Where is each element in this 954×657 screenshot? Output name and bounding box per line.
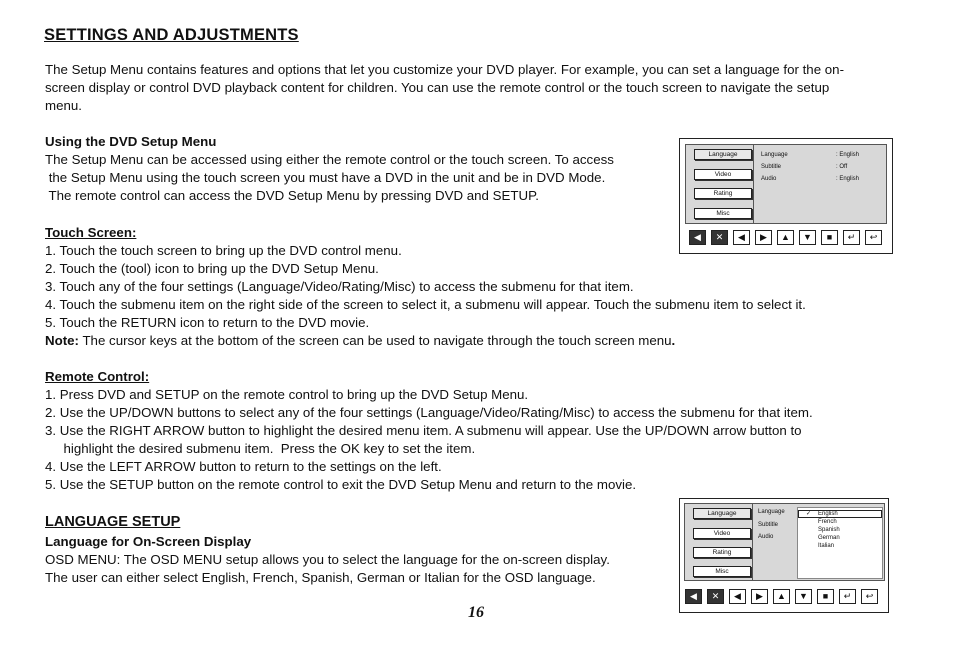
language-line: The user can either select English, French, Spanish, German or Italian for the OSD language. [45,570,596,585]
using-line: The remote control can access the DVD Setup Menu by pressing DVD and SETUP. [45,188,539,203]
using-section [45,133,614,205]
remote-item: 4. Use the LEFT ARROW button to return to the settings on the left. [45,459,442,474]
menu-misc-button[interactable]: Misc [694,208,752,219]
right-arrow-icon[interactable]: ▶ [751,589,768,604]
enter-icon[interactable]: ↵ [839,589,856,604]
language-subheading: Language for On-Screen Display [45,534,252,549]
intro-line: The Setup Menu contains features and options that let you customize your DVD player. For example, you can set a language for the on- [45,62,845,77]
using-line: the Setup Menu using the touch screen you must have a DVD in the unit and be in DVD Mode. [45,170,606,185]
down-arrow-icon[interactable]: ▼ [799,230,816,245]
touch-item: 5. Touch the RETURN icon to return to the DVD movie. [45,315,370,330]
dvd-setup-screen [679,138,893,254]
page-number: 16 [468,604,484,621]
stop-icon[interactable]: ■ [817,589,834,604]
check-icon: ✓ [806,511,812,517]
touch-note [45,332,806,350]
note-end: . [671,333,676,348]
menu-divider [753,145,754,223]
enter-icon[interactable]: ↵ [843,230,860,245]
row-value: : Off [836,164,848,170]
language-options-list [797,507,883,579]
menu-rating-button[interactable]: Rating [693,547,751,558]
intro-paragraph [45,61,844,115]
remote-item: 1. Press DVD and SETUP on the remote control to bring up the DVD Setup Menu. [45,387,529,402]
row-label[interactable]: Language [758,509,785,515]
menu-language-button[interactable]: Language [694,149,752,160]
down-arrow-icon[interactable]: ▼ [795,589,812,604]
remote-item: 3. Use the RIGHT ARROW button to highlight the desired menu item. A submenu will appear. Use the UP/DOWN arrow button to [45,423,802,438]
left-arrow-icon[interactable]: ◀ [729,589,746,604]
touch-item: 4. Touch the submenu item on the right side of the screen to select it, a submenu will appear. Touch the submenu item to select it. [45,297,806,312]
intro-line: screen display or control DVD playback content for children. You can use the remote control or the touch screen to navigate the setup [45,80,830,95]
note-text: The cursor keys at the bottom of the screen can be used to navigate through the touch screen menu [78,333,672,348]
row-label[interactable]: Subtitle [758,522,779,528]
language-setup-screen [679,498,889,613]
remote-heading: Remote Control: [45,369,150,384]
speaker-icon[interactable]: ◀ [685,589,702,604]
row-label[interactable]: Language [761,152,788,158]
left-arrow-icon[interactable]: ◀ [733,230,750,245]
remote-section [45,368,813,494]
using-heading: Using the DVD Setup Menu [45,134,217,149]
return-icon[interactable]: ↩ [865,230,882,245]
language-line: OSD MENU: The OSD MENU setup allows you to select the language for the on-screen display. [45,552,610,567]
option-item[interactable]: German [818,535,840,541]
up-arrow-icon[interactable]: ▲ [777,230,794,245]
menu-language-button[interactable]: Language [693,508,751,519]
speaker-icon[interactable]: ◀ [689,230,706,245]
menu-video-button[interactable]: Video [693,528,751,539]
using-line: The Setup Menu can be accessed using either the remote control or the touch screen. To access [45,152,614,167]
stop-icon[interactable]: ■ [821,230,838,245]
remote-item: 5. Use the SETUP button on the remote control to exit the DVD Setup Menu and return to the movie. [45,477,637,492]
setup-menu-area [685,144,887,224]
mute-icon[interactable]: ✕ [711,230,728,245]
option-item[interactable]: Spanish [818,527,840,533]
row-label[interactable]: Audio [758,534,774,540]
touch-item: 2. Touch the (tool) icon to bring up the DVD Setup Menu. [45,261,379,276]
option-item[interactable]: French [818,519,837,525]
touch-item: 1. Touch the touch screen to bring up the DVD control menu. [45,243,402,258]
language-section [45,533,610,587]
remote-item: 2. Use the UP/DOWN buttons to select any of the four settings (Language/Video/Rating/Misc) to access the submenu for that item. [45,405,813,420]
menu-video-button[interactable]: Video [694,169,752,180]
menu-misc-button[interactable]: Misc [693,566,751,577]
setup-menu-area [684,503,885,581]
language-heading: LANGUAGE SETUP [45,514,181,530]
touch-heading: Touch Screen: [45,225,137,240]
page-title: SETTINGS AND ADJUSTMENTS [44,26,299,44]
note-label: Note: [45,333,79,348]
row-value: : English [836,176,860,182]
row-value: : English [836,152,860,158]
mute-icon[interactable]: ✕ [707,589,724,604]
touch-item: 3. Touch any of the four settings (Language/Video/Rating/Misc) to access the submenu for that item. [45,279,634,294]
intro-line: menu. [45,98,82,113]
menu-divider [752,504,753,580]
row-label[interactable]: Subtitle [761,164,782,170]
row-label[interactable]: Audio [761,176,777,182]
return-icon[interactable]: ↩ [861,589,878,604]
option-item[interactable]: English [818,511,838,517]
right-arrow-icon[interactable]: ▶ [755,230,772,245]
menu-rating-button[interactable]: Rating [694,188,752,199]
remote-item: highlight the desired submenu item. Press the OK key to set the item. [45,441,476,456]
option-item[interactable]: Italian [818,543,835,549]
up-arrow-icon[interactable]: ▲ [773,589,790,604]
